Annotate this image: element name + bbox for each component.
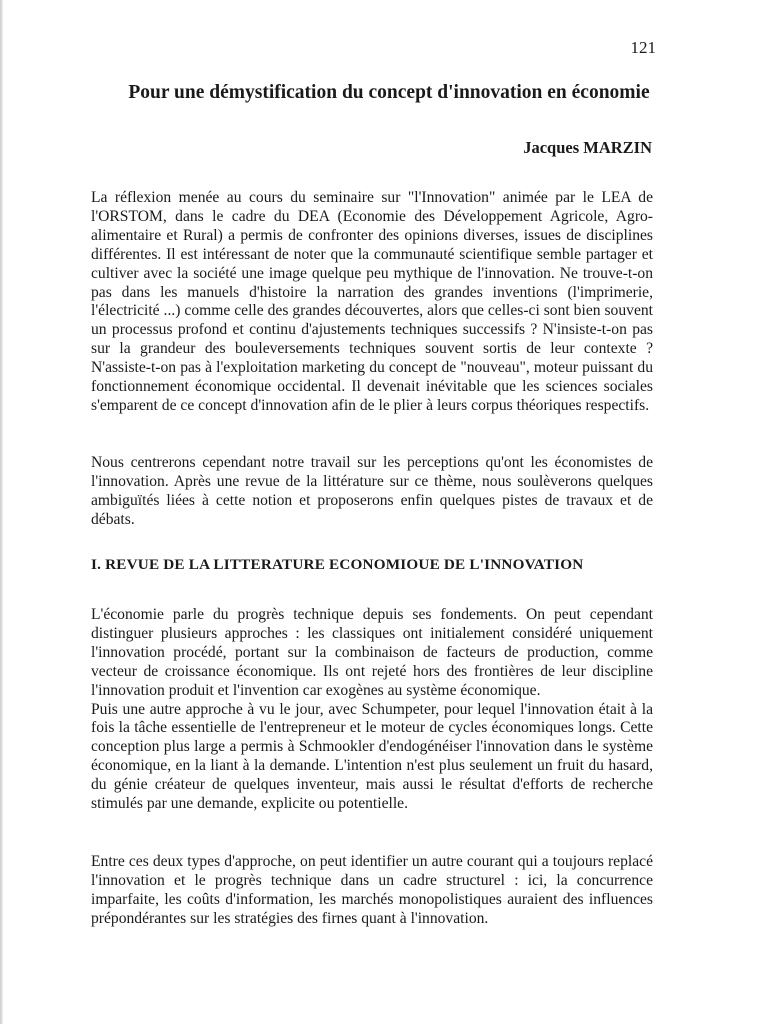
- section-heading: I. REVUE DE LA LITTERATURE ECONOMIOUE DE L'INNOVATION: [91, 556, 584, 573]
- section-paragraph-1: L'économie parle du progrès technique depuis ses fondements. On peut cependant distinguer plusieurs approches : les classiques ont initialement considéré uniquement l'innovation procédé, portant sur la combinaison de facteurs de production, comme vecteur de croissance économique. Ils ont rejeté hors des frontières de leur discipline l'innovation produit et l'invention car exogènes au système économique.: [91, 606, 653, 699]
- page-title: Pour une démystification du concept d'innovation en économie: [128, 82, 650, 103]
- focus-paragraph: Nous centrerons cependant notre travail sur les perceptions qu'ont les économistes de l'innovation. Après une revue de la littérature sur ce thème, nous soulèverons quelques ambiguïtés liées à cette notion et proposerons enfin quelques pistes de travaux et de débats.: [91, 454, 653, 528]
- section-body: [91, 606, 653, 814]
- page-number: 121: [630, 38, 656, 57]
- section-paragraph-3: Entre ces deux types d'approche, on peut identifier un autre courant qui a toujours replacé l'innovation et le progrès technique dans un cadre structurel : ici, la concurrence imparfaite, les coûts d'information, les marchés monopolistiques auraient des influences prépondérantes sur les stratégies des firnes quant à l'innovation.: [91, 853, 653, 927]
- intro-paragraph: La réflexion menée au cours du seminaire sur "l'Innovation" animée par le LEA de l'ORSTOM, dans le cadre du DEA (Economie des Développement Agricole, Agro-alimentaire et Rural) a permis de confronter des opinions diverses, issues de disciplines différentes. Il est intéressant de noter que la communauté scientifique semble partager et cultiver avec la société une image quelque peu mythique de l'innovation. Ne trouve-t-on pas dans les manuels d'histoire la narration des grandes inventions (l'imprimerie, l'électricité ...) comme celle des grandes découvertes, alors que celles-ci sont bien souvent un processus profond et continu d'ajustements techniques successifs ? N'insiste-t-on pas sur la grandeur des bouleversements techniques souvent sortis de leur contexte ? N'assiste-t-on pas à l'exploitation marketing du concept de "nouveau", moteur puissant du fonctionnement économique occidental. Il devenait inévitable que les sciences sociales s'emparent de ce concept d'innovation afin de le plier à leurs corpus théoriques respectifs.: [91, 189, 653, 414]
- scan-edge: [0, 0, 3, 1024]
- author-name: Jacques MARZIN: [523, 138, 652, 157]
- section-paragraph-2: Puis une autre approche à vu le jour, avec Schumpeter, pour lequel l'innovation était à la fois la tâche essentielle de l'entrepreneur et le moteur de cycles économiques longs. Cette conception plus large a permis à Schmookler d'endogénéiser l'innovation dans le système économique, en la liant à la demande. L'intention n'est plus seulement un fruit du hasard, du génie créateur de quelques inventeur, mais aussi le résultat d'efforts de recherche stimulés par une demande, explicite ou potentielle.: [91, 700, 653, 813]
